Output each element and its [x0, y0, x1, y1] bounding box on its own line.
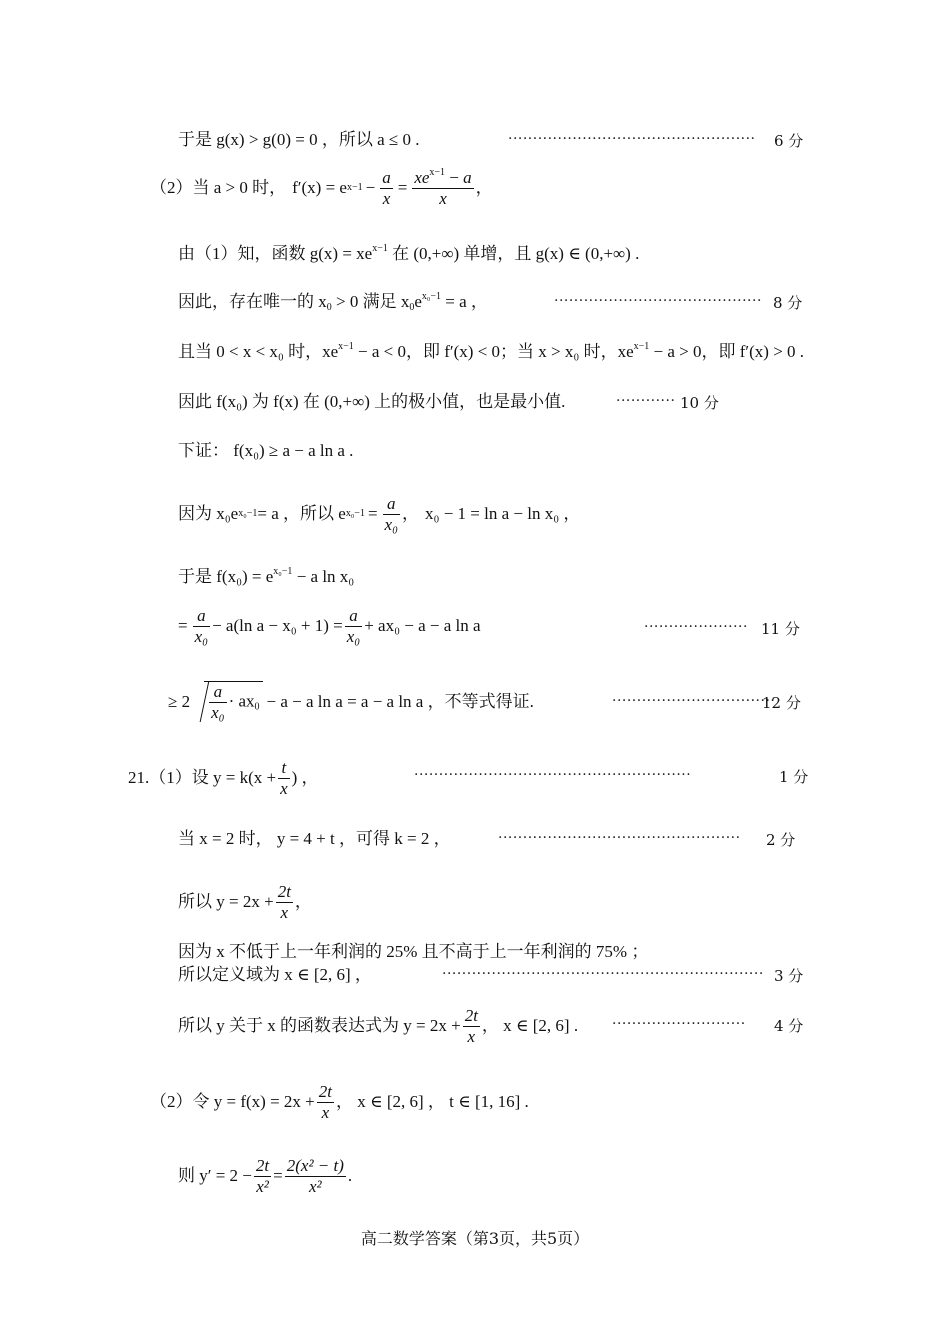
part2-intro: （2）当 a > 0 时，	[150, 178, 287, 197]
score-dots: ···························	[612, 1016, 746, 1032]
page-footer: 高二数学答案（第3页，共5页）	[360, 1229, 590, 1248]
score-label: 12 分	[762, 694, 801, 712]
sqrt-expression: $\frac{a}{\text{x₀}}$ · $ax_0$	[204, 681, 262, 723]
fraction-a-over-x0: $\frac{a}{\text{x₀}}$	[194, 605, 209, 646]
score-dots: ·································································	[442, 966, 764, 982]
line-because: 因为 x₀e x₀−1 = a ，所以 e x₀−1 = $\frac{a}{\text{x₀}}$ ， x₀ − 1 = ln a − ln x₀ ，	[178, 493, 581, 534]
fraction-2-x2-minus-t-over-x2: $\frac{\text{2(x² − t)}}{\text{x²}}$	[286, 1155, 344, 1196]
score-label: 8 分	[773, 294, 803, 312]
fraction-a-over-x0: $\frac{a}{\text{x₀}}$	[384, 493, 399, 534]
line-sign-analysis: 且当 0 < x < x₀ 时，$xe^{x-1} - a < 0$，即 f′(x) < 0；当 x > x₀ 时，$xe^{x-1} - a > 0$，即 f′(x) > 0 .	[178, 341, 805, 361]
fraction-2t-over-x: $\frac{2t}{x}$	[464, 1005, 478, 1046]
fraction-2t-over-x2: $\frac{2t}{\text{x²}}$	[255, 1155, 270, 1196]
line-q21-function: 所以 y = 2x + $\frac{2t}{x}$ ，	[178, 881, 312, 922]
line-q21-domain: 所以定义域为 x ∈ [2, 6] ，	[178, 965, 372, 984]
fraction-a-over-x0: $\frac{a}{\text{x₀}}$	[346, 605, 361, 646]
score-dots: ·································	[612, 693, 776, 709]
line-minimum: 因此 f(x₀) 为 f(x) 在 (0,+∞) 上的极小值，也是最小值.	[178, 392, 566, 411]
score-label: 4 分	[774, 1017, 804, 1035]
fraction-a-over-x: $\frac{a}{x}$	[382, 167, 391, 208]
score-dots: ··················································	[508, 131, 756, 147]
line-q21-setup: 21.（1）设 y = k(x + $\frac{t}{x}$ ) ，	[128, 757, 319, 798]
score-dots: ························································	[414, 767, 692, 783]
line-f-x0: 于是 $f(x_0) = e^{x_0-1} - a$ ln x₀	[178, 566, 355, 586]
line-q21-condition: 因为 x 不低于上一年利润的 25% 且不高于上一年利润的 75% ；	[178, 942, 649, 961]
line-q21-derivative: 则 y′ = 2 − $\frac{2t}{\text{x²}}$ = $\frac{\text{2(x² − t)}}{\text{x²}}$ .	[178, 1155, 353, 1196]
score-label: 1 分	[779, 768, 809, 786]
line-g-monotonic: 由（1）知，函数 $g(x) = xe^{x-1}$ 在 (0,+∞) 单增，且 g(x) ∈ (0,+∞) .	[178, 243, 640, 263]
fraction-t-over-x: $\frac{t}{x}$	[280, 757, 288, 798]
score-label: 2 分	[766, 831, 796, 849]
line-q21-expression: 所以 y 关于 x 的函数表达式为 y = 2x + $\frac{2t}{x}$ ， x ∈ [2, 6] .	[178, 1005, 579, 1046]
score-label: 11 分	[761, 620, 800, 638]
score-dots: ··········································	[554, 293, 762, 309]
score-dots: ············	[616, 393, 676, 409]
line-f-x0-expanded: = $\frac{a}{\text{x₀}}$ − a(ln a − x₀ + 1) = $\frac{a}{\text{x₀}}$ + ax₀ − a − a ln a	[178, 605, 481, 646]
line-unique-x0: 因此，存在唯一的 $x_0 > 0$ 满足 $x_0e^{x_0-1} = a$ ，	[178, 291, 488, 313]
line-q21-solve-k: 当 x = 2 时， y = 4 + t ，可得 k = 2 ，	[178, 829, 451, 848]
score-dots: ·················································	[498, 830, 741, 846]
score-label: 10 分	[680, 394, 719, 412]
line-q21-part2: （2）令 y = f(x) = 2x + $\frac{2t}{x}$ ， x ∈ [2, 6] ， t ∈ [1, 16] .	[150, 1081, 529, 1122]
fraction-xe-minus-a-over-x: $\frac{xe^{x-1} - a}{x}$	[414, 166, 472, 208]
score-dots: ·····················	[644, 619, 748, 635]
score-label: 6 分	[774, 132, 804, 150]
line-part2-derivative: （2）当 a > 0 时， f′(x) = e x−1 − $\frac{a}{x}$ = $\frac{xe^{x-1} - a}{x}$ ，	[150, 166, 493, 208]
line-conclusion-a-nonpositive: 于是 g(x) > g(0) = 0 ，所以 a ≤ 0 .	[178, 130, 420, 149]
line-inequality: ≥ 2 $\frac{a}{\text{x₀}}$ · $ax_0$ − a − a ln a = a − a ln a ，不等式得证.	[168, 682, 534, 722]
derivative-lhs: f′(x) = e	[292, 178, 347, 197]
fraction-2t-over-x: $\frac{2t}{x}$	[277, 881, 291, 922]
score-label: 3 分	[774, 967, 804, 985]
fraction-2t-over-x: $\frac{2t}{x}$	[318, 1081, 332, 1122]
line-to-prove: 下证： f(x₀) ≥ a − a ln a .	[178, 441, 354, 460]
